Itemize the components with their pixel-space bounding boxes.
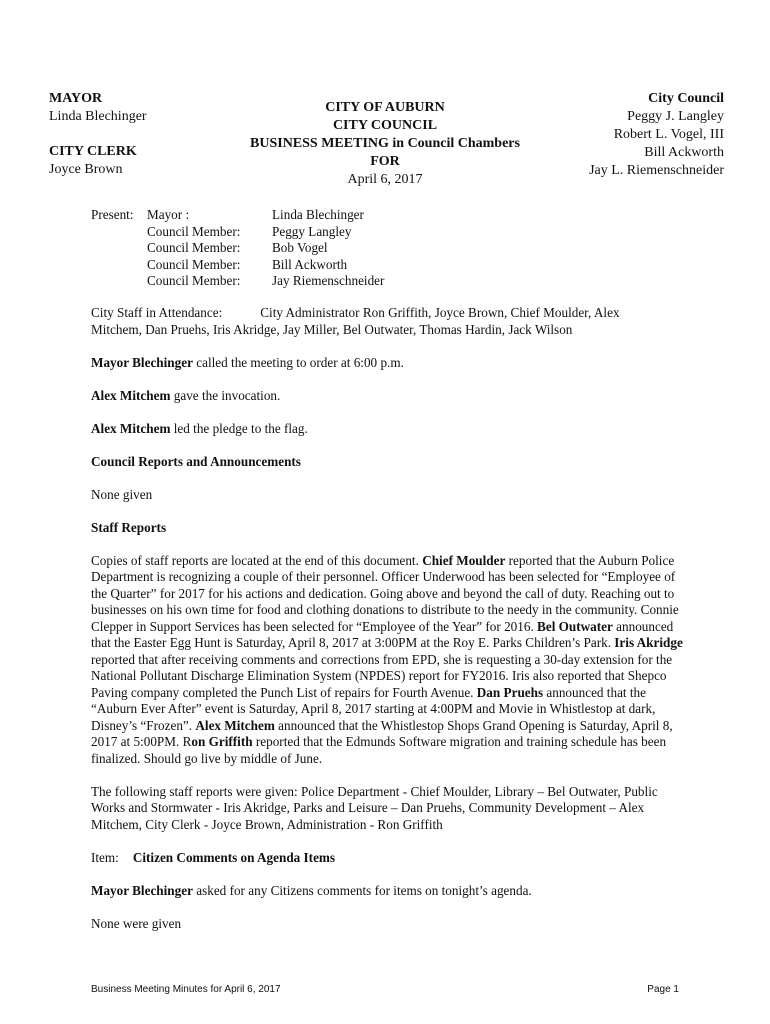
role: Council Member: — [147, 273, 241, 288]
staff-reports-given: The following staff reports were given: Police Department - Chief Moulder, Library – Bel Outwater, Public Works and Stormwater - Iris Akridge, Parks and Leisure – Dan Pruehs, Community Development – Alex Mitchem, City Clerk - Joyce Brown, Administration - Ron Griffith — [91, 783, 658, 832]
council-member: Peggy J. Langley — [627, 109, 724, 124]
minutes-body — [91, 305, 683, 949]
pledge: Alex Mitchem led the pledge to the flag. — [91, 420, 308, 436]
staff-attendance — [91, 305, 683, 338]
page-number: Page 1 — [647, 984, 679, 995]
role: Council Member: — [147, 256, 241, 272]
mayor-title: MAYOR — [49, 91, 103, 106]
invocation: Alex Mitchem gave the invocation. — [91, 387, 281, 403]
role: Mayor : — [147, 207, 190, 222]
council-member: Jay L. Riemenschneider — [589, 163, 724, 178]
meeting-type: BUSINESS MEETING in Council Chambers — [250, 136, 520, 151]
council-reports-text: None given — [91, 486, 153, 502]
for-label: FOR — [370, 154, 400, 169]
clerk-title: CITY CLERK — [49, 144, 137, 159]
none-were-given: None were given — [91, 915, 182, 931]
meeting-date: April 6, 2017 — [347, 172, 423, 187]
present-label: Present: — [91, 207, 134, 222]
attendee-name: Peggy Langley — [272, 223, 352, 239]
attendee-name: Linda Blechinger — [272, 207, 364, 222]
agenda-item — [91, 850, 683, 867]
footer-title: Business Meeting Minutes for April 6, 2017 — [91, 984, 281, 995]
council-name: CITY COUNCIL — [332, 118, 438, 133]
staff-attendance-rest: Mitchem, Dan Pruehs, Iris Akridge, Jay Miller, Bel Outwater, Thomas Hardin, Jack Wilson — [91, 321, 573, 337]
mayor-name: Linda Blechinger — [49, 109, 147, 124]
item-title: Citizen Comments on Agenda Items — [132, 849, 336, 865]
staff-attendance-first: City Administrator Ron Griffith, Joyce Brown, Chief Moulder, Alex — [260, 305, 620, 320]
staff-attendance-label: City Staff in Attendance: — [91, 305, 223, 320]
header-center — [228, 99, 542, 189]
council-member: Robert L. Vogel, III — [613, 127, 724, 142]
staff-reports-heading: Staff Reports — [91, 519, 167, 535]
clerk-name: Joyce Brown — [49, 162, 123, 177]
city-name: CITY OF AUBURN — [325, 100, 445, 115]
citizen-comments: Mayor Blechinger asked for any Citizens comments for items on tonight’s agenda. — [91, 882, 532, 898]
role: Council Member: — [147, 240, 241, 255]
staff-reports-paragraph: Copies of staff reports are located at the end of this document. Chief Moulder reported that the Auburn Police Department is recognizing a couple of their personnel. Officer Underwood has been selected for “Employee of the Quarter” for 2017 for his actions and dedication. Going above and beyond the call of duty. Reaching out to businesses on his own time for food and clothing donations to distribute to the needy in the community. Connie Clepper in Support Services has been selected for “Employee of the Year” for 2016. Bel Outwater announced that the Easter Egg Hunt is Saturday, April 8, 2017 at 3:00PM at the Roy E. Parks Children’s Park. Iris Akridge reported that after receiving comments and corrections from EPD, she is requesting a 30-day extension for the National Pollutant Discharge Elimination System (NPDES) report for FY2016. Iris also reported that Shepco Paving company completed the Punch List of repairs for Fourth Avenue. Dan Pruehs announced that the “Auburn Ever After” event is Saturday, April 8, 2017 starting at 4:00PM and Movie in Whistlestop at dark, Disney’s “Frozen”. Alex Mitchem announced that the Whistlestop Shops Grand Opening is Saturday, April 8, 2017 at 5:00PM. Ron Griffith reported that the Edmunds Software migration and training schedule has been finalized. Should go live by middle of June. — [91, 552, 683, 766]
council-member: Bill Ackworth — [644, 145, 724, 160]
item-label: Item: — [91, 849, 119, 865]
council-title: City Council — [648, 91, 724, 106]
attendee-name: Jay Riemenschneider — [272, 273, 385, 288]
header-right — [589, 90, 724, 180]
attendee-name: Bill Ackworth — [272, 256, 348, 272]
call-to-order: Mayor Blechinger called the meeting to order at 6:00 p.m. — [91, 354, 404, 370]
attendee-name: Bob Vogel — [272, 240, 328, 255]
header-left — [49, 90, 147, 179]
role: Council Member: — [147, 223, 241, 239]
council-reports-heading: Council Reports and Announcements — [91, 453, 301, 469]
